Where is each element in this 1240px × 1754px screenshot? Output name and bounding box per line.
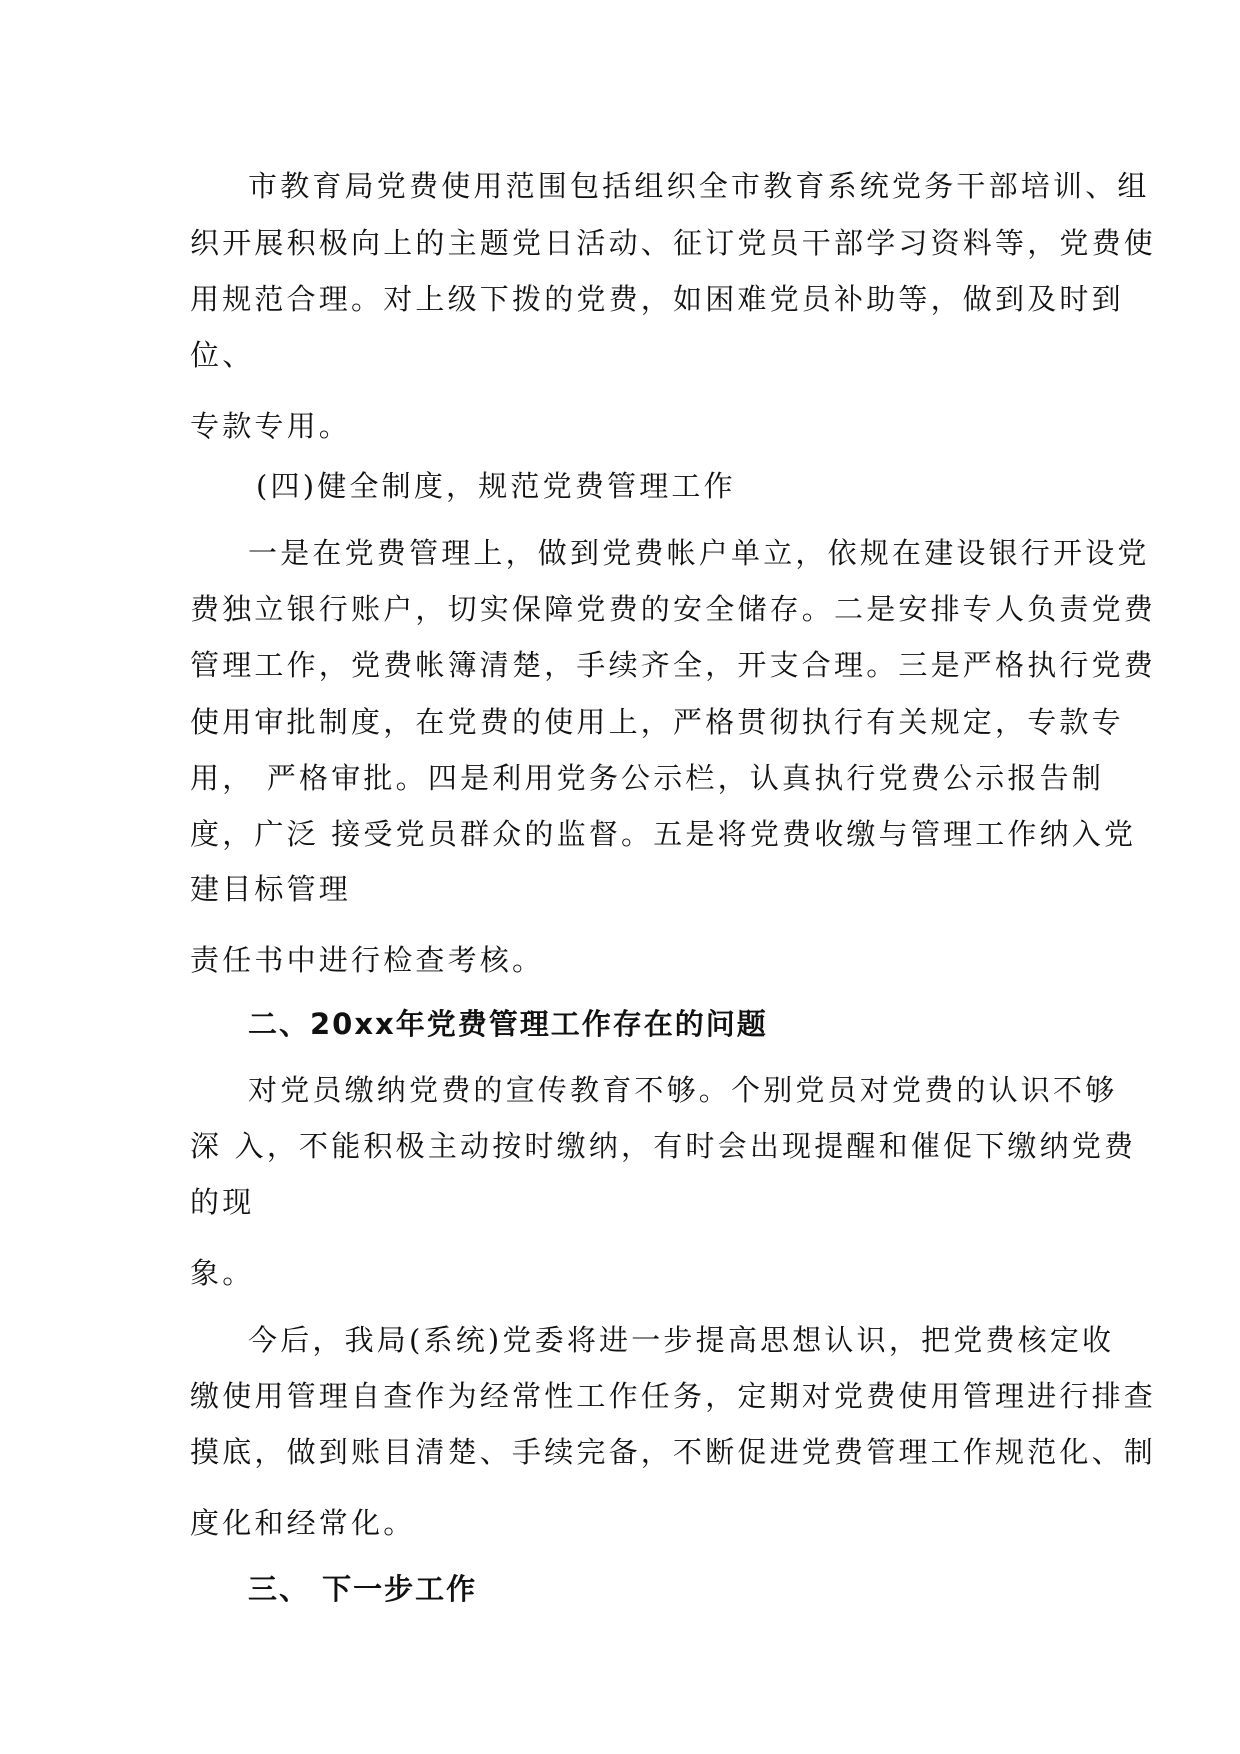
paragraph-line: 费独立银行账户，切实保障党费的安全储存。二是安排专人负责党费 <box>190 592 1157 626</box>
paragraph-line: 象。 <box>190 1256 255 1290</box>
paragraph-line: 位、 <box>190 338 255 372</box>
paragraph-line: 缴使用管理自查作为经常性工作任务，定期对党费使用管理进行排查 <box>190 1379 1157 1413</box>
section-heading: 二、20xx年党费管理工作存在的问题 <box>248 1007 768 1041</box>
paragraph-line: 专款专用。 <box>190 409 352 443</box>
paragraph-line: 市教育局党费使用范围包括组织全市教育系统党务干部培训、组 <box>248 169 1150 203</box>
section-heading: 三、 下一步工作 <box>248 1572 478 1606</box>
paragraph-line: 管理工作，党费帐簿清楚，手续齐全，开支合理。三是严格执行党费 <box>190 648 1157 682</box>
paragraph-line: 用， 严格审批。四是利用党务公示栏，认真执行党费公示报告制 <box>190 761 1105 795</box>
paragraph-line: 织开展积极向上的主题党日活动、征订党员干部学习资料等，党费使 <box>190 226 1157 260</box>
paragraph-line: 建目标管理 <box>190 872 352 906</box>
section-subheading: (四)健全制度，规范党费管理工作 <box>256 469 736 503</box>
paragraph-line: 度，广泛 接受党员群众的监督。五是将党费收缴与管理工作纳入党 <box>190 817 1137 851</box>
paragraph-line: 一是在党费管理上，做到党费帐户单立，依规在建设银行开设党 <box>248 536 1150 570</box>
paragraph-line: 今后，我局(系统)党委将进一步提高思想认识，把党费核定收 <box>248 1323 1115 1357</box>
paragraph-line: 使用审批制度，在党费的使用上，严格贯彻执行有关规定，专款专 <box>190 705 1124 739</box>
paragraph-line: 对党员缴纳党费的宣传教育不够。个别党员对党费的认识不够 <box>248 1073 1118 1107</box>
paragraph-line: 深 入，不能积极主动按时缴纳，有时会出现提醒和催促下缴纳党费 <box>190 1129 1137 1163</box>
paragraph-line: 用规范合理。对上级下拨的党费，如困难党员补助等，做到及时到 <box>190 282 1124 316</box>
paragraph-line: 摸底，做到账目清楚、手续完备，不断促进党费管理工作规范化、制 <box>190 1435 1157 1469</box>
paragraph-line: 责任书中进行检查考核。 <box>190 943 545 977</box>
paragraph-line: 的现 <box>190 1185 255 1219</box>
paragraph-line: 度化和经常化。 <box>190 1506 416 1540</box>
